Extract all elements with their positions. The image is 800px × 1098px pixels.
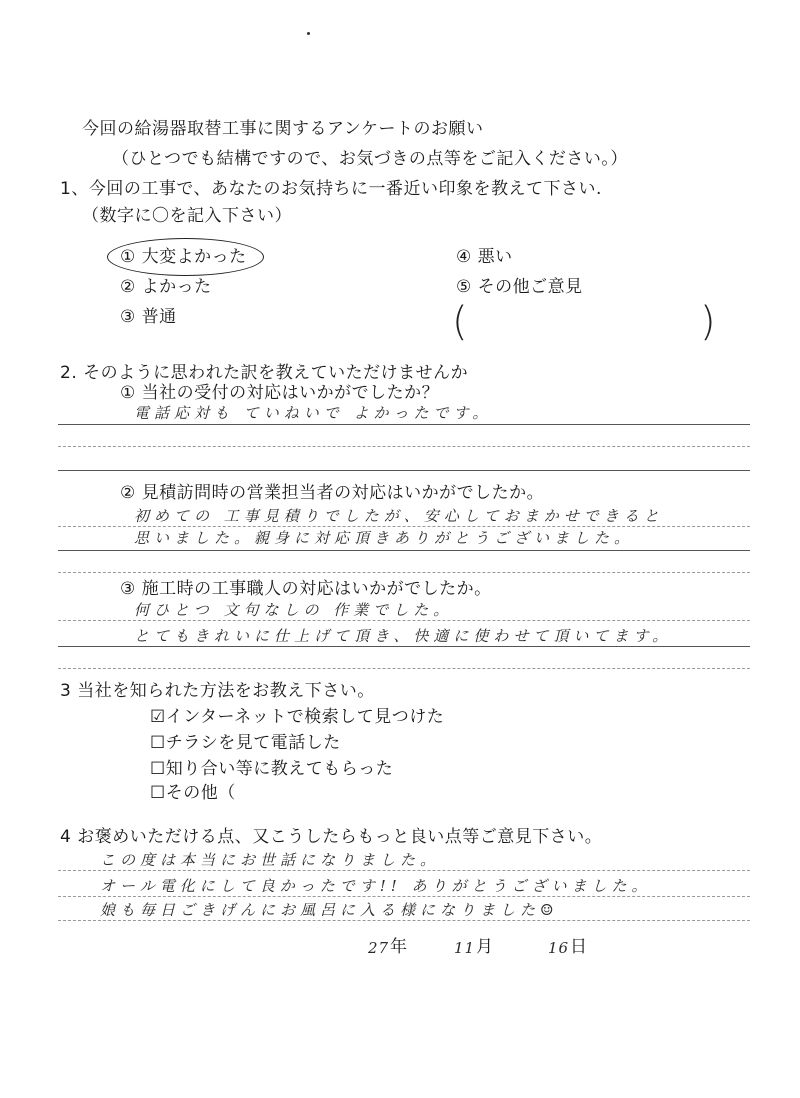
answer-2-3a: 何ひとつ 文句なしの 作業でした。 bbox=[134, 601, 454, 619]
question-2-3: ③ 施工時の工事職人の対応はいかがでしたか。 bbox=[120, 579, 492, 599]
answer-2-1: 電話応対も ていねいで よかったです。 bbox=[134, 404, 493, 422]
question-4: 4 お褒めいただける点、又こうしたらもっと良い点等ご意見下さい。 bbox=[60, 827, 603, 847]
answer-line bbox=[58, 424, 750, 425]
answer-line bbox=[58, 526, 750, 527]
option-2: ② よかった bbox=[120, 277, 212, 297]
option-1: ① 大変よかった bbox=[120, 247, 247, 267]
source-other: ☐その他（ bbox=[150, 783, 236, 803]
date-year-unit: 年 bbox=[390, 937, 408, 957]
answer-2-2a: 初めての 工事見積りでしたが、安心しておまかせできると bbox=[134, 507, 664, 525]
question-2: 2. そのように思われた訳を教えていただけませんか bbox=[60, 363, 469, 383]
question-1: 1、今回の工事で、あなたのお気持ちに一番近い印象を教えて下さい. bbox=[60, 179, 602, 199]
answer-line bbox=[58, 446, 750, 447]
answer-line bbox=[58, 620, 750, 621]
source-flyer: ☐チラシを見て電話した bbox=[150, 733, 341, 753]
answer-line bbox=[58, 896, 750, 897]
date-month: 11 bbox=[454, 939, 476, 957]
speck bbox=[307, 32, 310, 35]
answer-2-2b: 思いました。親身に対応頂きありがとうございました。 bbox=[134, 529, 635, 547]
other-open-paren: ( bbox=[452, 299, 468, 345]
answer-4c: 娘も毎日ごきげんにお風呂に入る様になりました☺ bbox=[100, 901, 559, 919]
date-day: 16 bbox=[548, 939, 570, 957]
date-month-unit: 月 bbox=[476, 937, 494, 957]
answer-2-3b: とてもきれいに仕上げて頂き、快適に使わせて頂いてます。 bbox=[134, 627, 673, 645]
question-3: 3 当社を知られた方法をお教え下さい。 bbox=[60, 681, 375, 701]
answer-line bbox=[58, 550, 750, 551]
option-5: ⑤ その他ご意見 bbox=[456, 277, 583, 297]
form-title: 今回の給湯器取替工事に関するアンケートのお願い bbox=[82, 119, 484, 139]
answer-4b: オール電化にして良かったです!! ありがとうございました。 bbox=[100, 877, 652, 895]
question-1-note: （数字に〇を記入下さい） bbox=[82, 206, 292, 226]
date-year: 27 bbox=[368, 939, 390, 957]
form-subtitle: （ひとつでも結構ですので、お気づきの点等をご記入ください。） bbox=[112, 149, 628, 169]
question-2-1: ① 当社の受付の対応はいかがでしたか？ bbox=[120, 383, 440, 403]
answer-line bbox=[58, 920, 750, 921]
question-2-2: ② 見積訪問時の営業担当者の対応はいかがでしたか。 bbox=[120, 483, 545, 503]
option-4: ④ 悪い bbox=[456, 247, 513, 267]
source-internet: ☑インターネットで検索して見つけた bbox=[150, 707, 445, 727]
answer-line bbox=[58, 668, 750, 669]
answer-line bbox=[58, 572, 750, 573]
option-3: ③ 普通 bbox=[120, 307, 177, 327]
answer-line bbox=[58, 646, 750, 647]
date-day-unit: 日 bbox=[570, 937, 588, 957]
other-close-paren: ) bbox=[700, 299, 716, 345]
answer-4a: この度は本当にお世話になりました。 bbox=[100, 851, 441, 869]
source-acquaintance: ☐知り合い等に教えてもらった bbox=[150, 759, 394, 779]
answer-line bbox=[58, 470, 750, 471]
answer-line bbox=[58, 870, 750, 871]
